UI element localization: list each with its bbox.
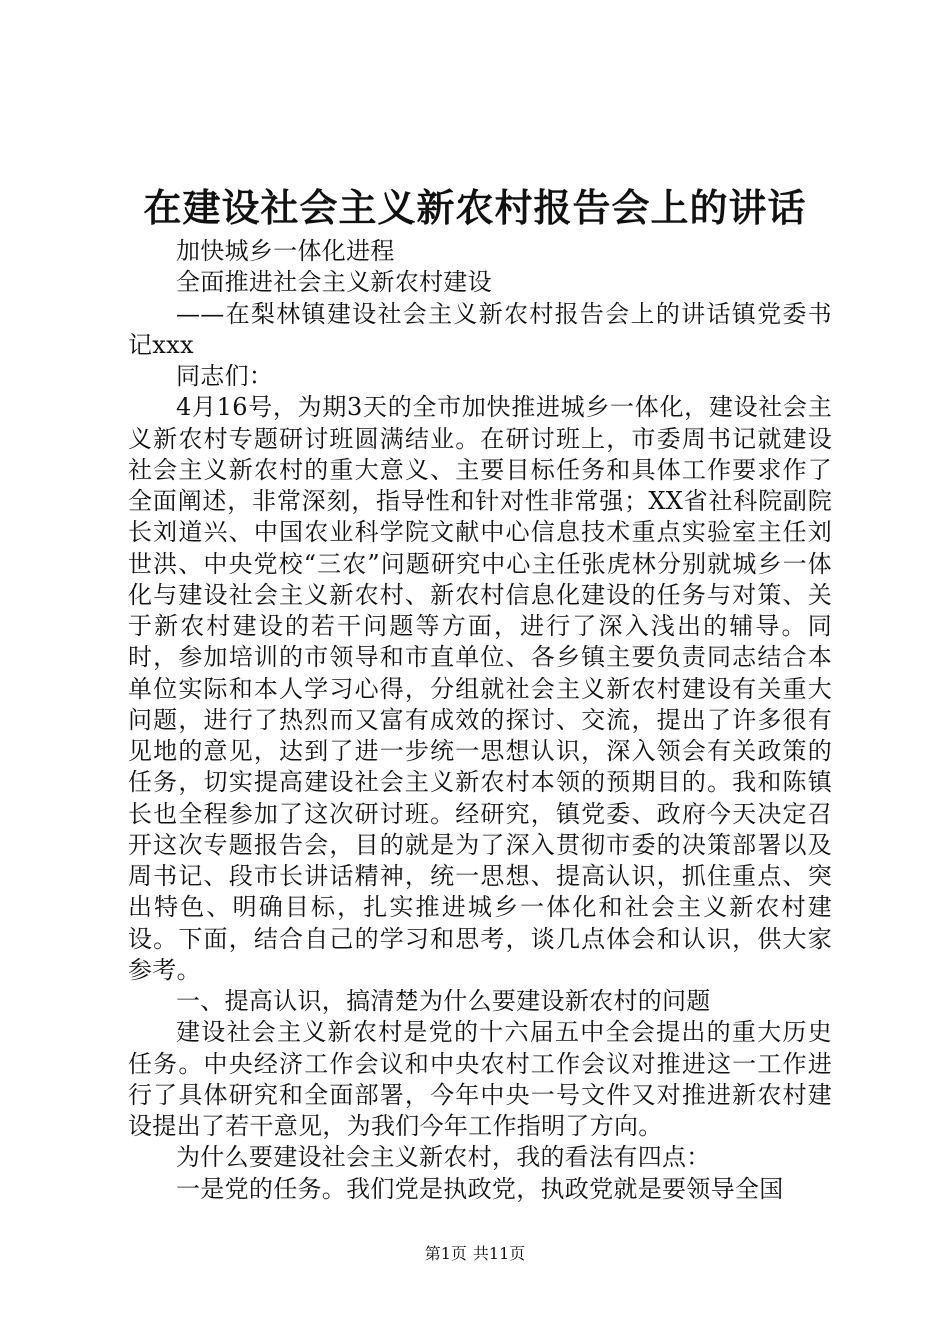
body-paragraph: 4月16号，为期3天的全市加快推进城乡一体化，建设社会主义新农村专题研讨班圆满结业。在研讨班上，市委周书记就建设社会主义新农村的重大意义、主要目标任务和具体工作要求作了全面阐述，非常深刻，指导性和针对性非常强；XX省社科院副院长刘道兴、中国农业科学院文献中心信息技术重点实验室主任刘世洪、中央党校“三农”问题研究中心主任张虎林分别就城乡一体化与建设社会主义新农村、新农村信息化建设的任务与对策、关于新农村建设的若干问题等方面，进行了深入浅出的辅导。同时，参加培训的市领导和市直单位、各乡镇主要负责同志结合本单位实际和本人学习心得，分组就社会主义新农村建设有关重大问题，进行了热烈而又富有成效的探讨、交流，提出了许多很有见地的意见，达到了进一步统一思想认识，深入领会有关政策的任务，切实提高建设社会主义新农村本领的预期目的。我和陈镇长也全程参加了这次研讨班。经研究，镇党委、政府今天决定召开这次专题报告会，目的就是为了深入贯彻市委的决策部署以及周书记、段市长讲话精神，统一思想、提高认识，抓住重点、突出特色、明确目标，扎实推进城乡一体化和社会主义新农村建设。下面，结合自己的学习和思考，谈几点体会和认识，供大家参考。 — [128, 393, 832, 984]
document-body — [128, 236, 832, 1205]
body-paragraph: 建设社会主义新农村是党的十六届五中全会提出的重大历史任务。中央经济工作会议和中央农村工作会议对推进这一工作进行了具体研究和全面部署，今年中央一号文件又对推进新农村建设提出了若干意见，为我们今年工作指明了方向。 — [128, 1018, 832, 1140]
page-number: 第1页 — [424, 1244, 467, 1263]
document-title: 在建设社会主义新农村报告会上的讲话 — [143, 185, 807, 230]
subtitle-line: 加快城乡一体化进程 — [176, 237, 395, 265]
salutation: 同志们： — [176, 362, 274, 390]
section-heading: 一、提高认识，搞清楚为什么要建设新农村的问题 — [176, 987, 711, 1015]
page-total: 共11页 — [472, 1244, 526, 1263]
subtitle-line: 全面推进社会主义新农村建设 — [176, 268, 492, 297]
body-paragraph: 为什么要建设社会主义新农村，我的看法有四点： — [176, 1143, 711, 1172]
page-footer — [0, 1243, 950, 1265]
byline: ——在梨林镇建设社会主义新农村报告会上的讲话镇党委书记xxx — [128, 299, 832, 359]
body-paragraph: 一是党的任务。我们党是执政党，执政党就是要领导全国 — [176, 1174, 784, 1203]
